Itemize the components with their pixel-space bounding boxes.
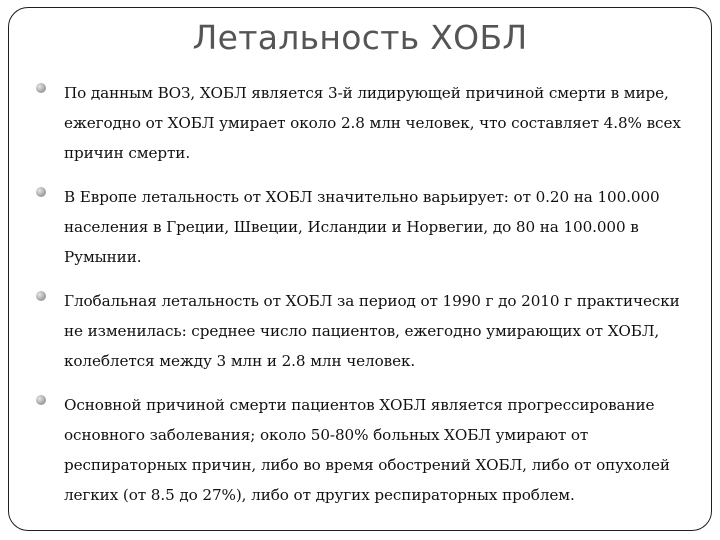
round-bullet-icon (36, 291, 46, 301)
bullet-item-1 (30, 78, 698, 168)
bullet-item-2 (30, 182, 698, 272)
bullet-list (30, 78, 698, 524)
round-bullet-icon (36, 83, 46, 93)
bullet-item-4 (30, 390, 698, 510)
bullet-text-1: По данным ВОЗ, ХОБЛ является 3-й лидирующей причиной смерти в мире, ежегодно от ХОБЛ умирает около 2.8 млн человек, что составляет 4.8% всех причин смерти. (64, 84, 681, 162)
round-bullet-icon (36, 395, 46, 405)
bullet-text-2: В Европе летальность от ХОБЛ значительно варьирует: от 0.20 на 100.000 населения в Греции, Швеции, Исландии и Норвегии, до 80 на 100.000 в Румынии. (64, 188, 660, 266)
slide-title: Летальность ХОБЛ (192, 18, 528, 57)
bullet-text-3: Глобальная летальность от ХОБЛ за период от 1990 г до 2010 г практически не изменилась: среднее число пациентов, ежегодно умирающих от ХОБЛ, колеблется между 3 млн и 2.8 млн человек. (64, 292, 680, 370)
bullet-item-3 (30, 286, 698, 376)
round-bullet-icon (36, 187, 46, 197)
bullet-text-4: Основной причиной смерти пациентов ХОБЛ является прогрессирование основного заболевания; около 50-80% больных ХОБЛ умирают от респираторных причин, либо во время обострений ХОБЛ, либо от опухолей легких (от 8.5 до 27%), либо от других респираторных проблем. (64, 396, 670, 504)
